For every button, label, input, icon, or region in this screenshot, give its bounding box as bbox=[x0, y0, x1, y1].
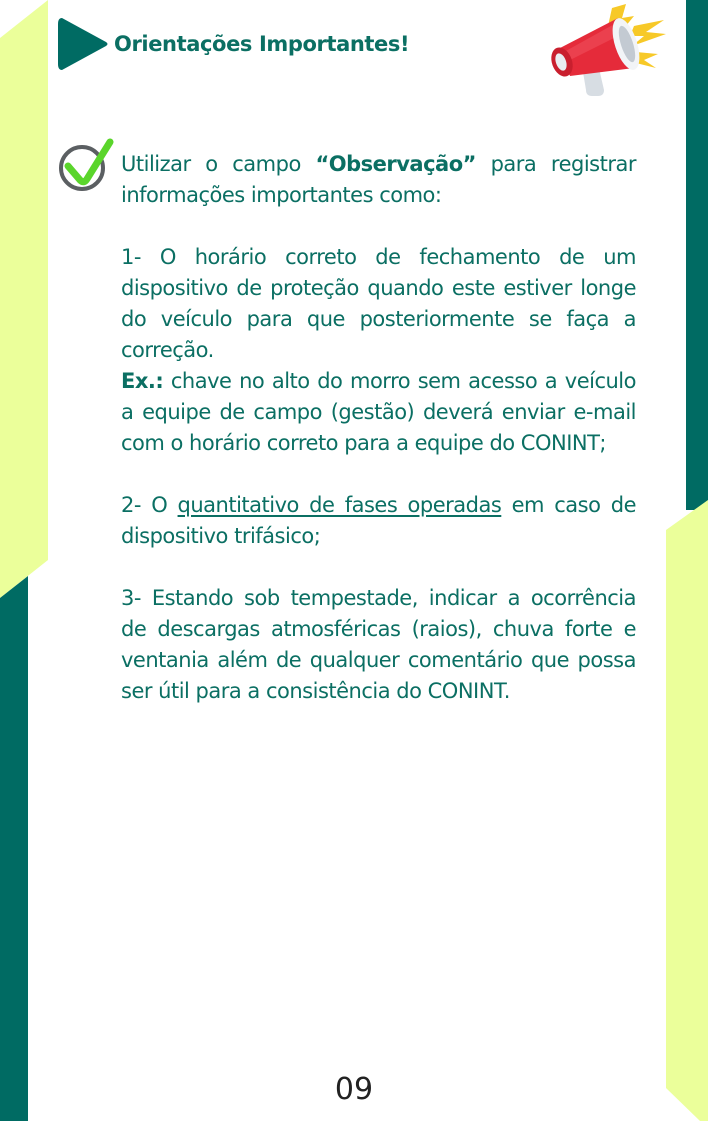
check-circle-icon bbox=[58, 138, 116, 196]
megaphone-icon bbox=[546, 4, 670, 98]
right-lime-band bbox=[666, 500, 708, 1121]
header bbox=[58, 15, 409, 73]
example-label: Ex.: bbox=[121, 369, 164, 393]
item-2-paragraph: 2- O quantitativo de fases operadas em caso de dispositivo trifásico; bbox=[121, 493, 636, 548]
spacer bbox=[121, 459, 636, 490]
page-title: Orientações Importantes! bbox=[114, 32, 410, 56]
content-body bbox=[121, 149, 674, 707]
page-number: 09 bbox=[334, 1072, 374, 1107]
spacer bbox=[121, 552, 636, 583]
play-triangle-icon bbox=[58, 16, 108, 72]
item-1-paragraph: 1- O horário correto de fechamento de um dispositivo de proteção quando este estiver longe do veículo para que posteriormente se faça a correção. bbox=[121, 245, 636, 362]
example-paragraph: Ex.: chave no alto do morro sem acesso a veículo a equipe de campo (gestão) deverá enviar e-mail com o horário correto para a equipe do CONINT; bbox=[121, 369, 674, 455]
intro-paragraph: Utilizar o campo “Observação” para registrar informações importantes como: bbox=[121, 152, 636, 207]
left-teal-band bbox=[0, 576, 28, 1121]
right-teal-band bbox=[686, 0, 708, 510]
left-lime-band bbox=[0, 0, 48, 598]
item-3-paragraph: 3- Estando sob tempestade, indicar a ocorrência de descargas atmosféricas (raios), chuva forte e ventania além de qualquer comentário que possa ser útil para a consistência do CONINT. bbox=[121, 586, 636, 703]
spacer bbox=[121, 211, 636, 242]
underlined-phrase: quantitativo de fases operadas bbox=[177, 493, 502, 517]
observacao-field-name: “Observação” bbox=[315, 152, 476, 176]
